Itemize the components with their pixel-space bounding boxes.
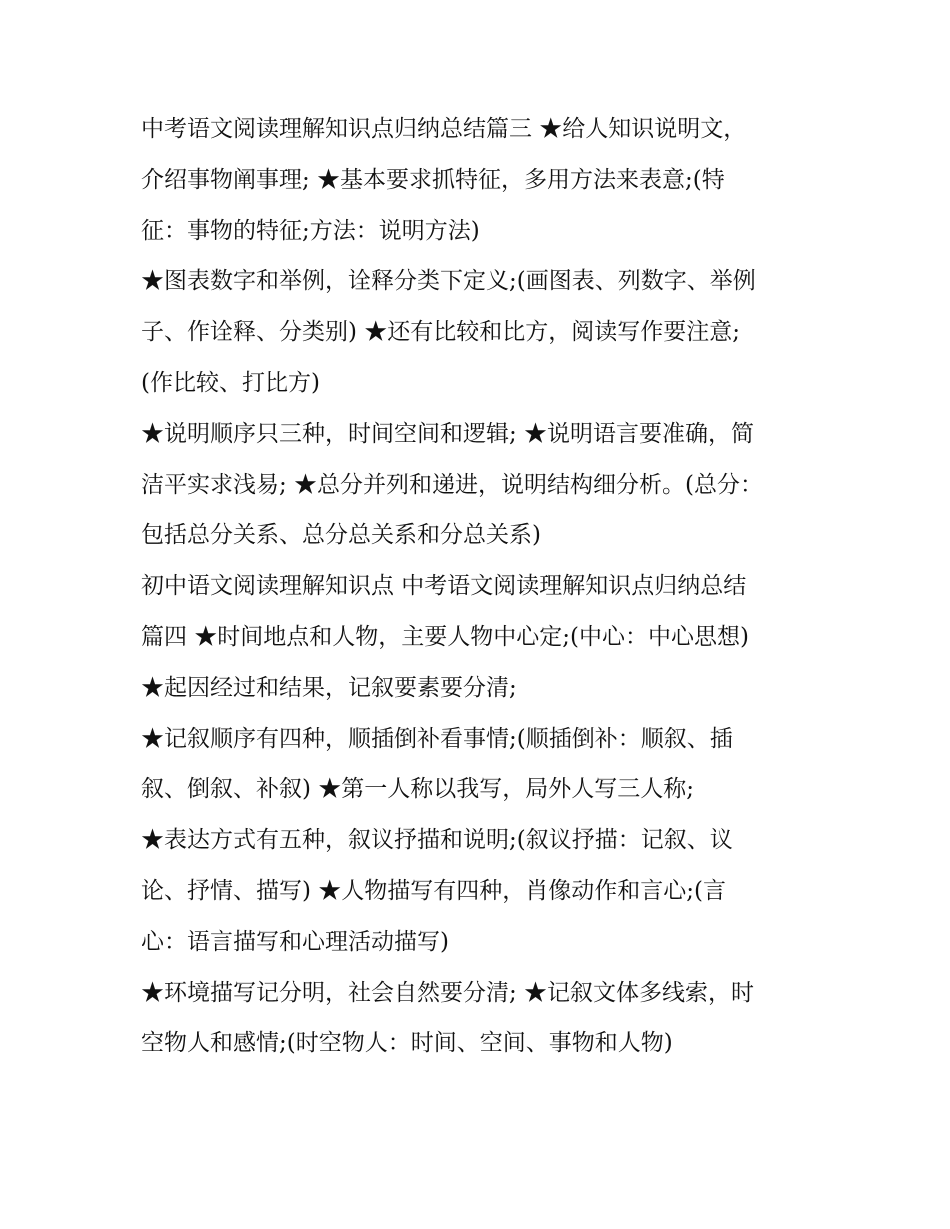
text-line: 叙、倒叙、补叙) ★第一人称以我写，局外人写三人称; — [141, 776, 695, 803]
text-line: ★环境描写记分明，社会自然要分清; ★记叙文体多线索，时 — [141, 979, 755, 1006]
text-line: ★说明顺序只三种，时间空间和逻辑; ★说明语言要准确，简 — [141, 420, 755, 447]
text-line: 心：语言描写和心理活动描写) — [141, 928, 449, 955]
text-line: ★记叙顺序有四种，顺插倒补看事情;(顺插倒补：顺叙、插 — [141, 725, 733, 752]
document-body — [141, 104, 811, 1069]
text-line: 子、作诠释、分类别) ★还有比较和比方，阅读写作要注意; — [141, 319, 741, 346]
text-line: 包括总分关系、总分总关系和分总关系) — [141, 522, 541, 549]
text-line: 空物人和感情;(时空物人：时间、空间、事物和人物) — [141, 1030, 673, 1057]
text-line: 论、抒情、描写) ★人物描写有四种，肖像动作和言心;(言 — [141, 877, 727, 904]
text-line: 介绍事物阐事理; ★基本要求抓特征，多用方法来表意;(特 — [141, 166, 725, 193]
text-line: ★表达方式有五种，叙议抒描和说明;(叙议抒描：记叙、议 — [141, 827, 733, 854]
text-line: ★图表数字和举例，诠释分类下定义;(画图表、列数字、举例 — [141, 268, 756, 295]
text-line: ★起因经过和结果，记叙要素要分清; — [141, 674, 517, 701]
text-line: 洁平实求浅易; ★总分并列和递进，说明结构细分析。(总分： — [141, 471, 764, 498]
text-line: 篇四 ★时间地点和人物，主要人物中心定;(中心：中心思想) — [141, 623, 750, 650]
text-line: (作比较、打比方) — [141, 369, 320, 396]
text-line: 初中语文阅读理解知识点 中考语文阅读理解知识点归纳总结 — [141, 573, 747, 600]
text-line: 征：事物的特征;方法：说明方法) — [141, 217, 480, 244]
text-line: 中考语文阅读理解知识点归纳总结篇三 ★给人知识说明文， — [141, 116, 747, 142]
